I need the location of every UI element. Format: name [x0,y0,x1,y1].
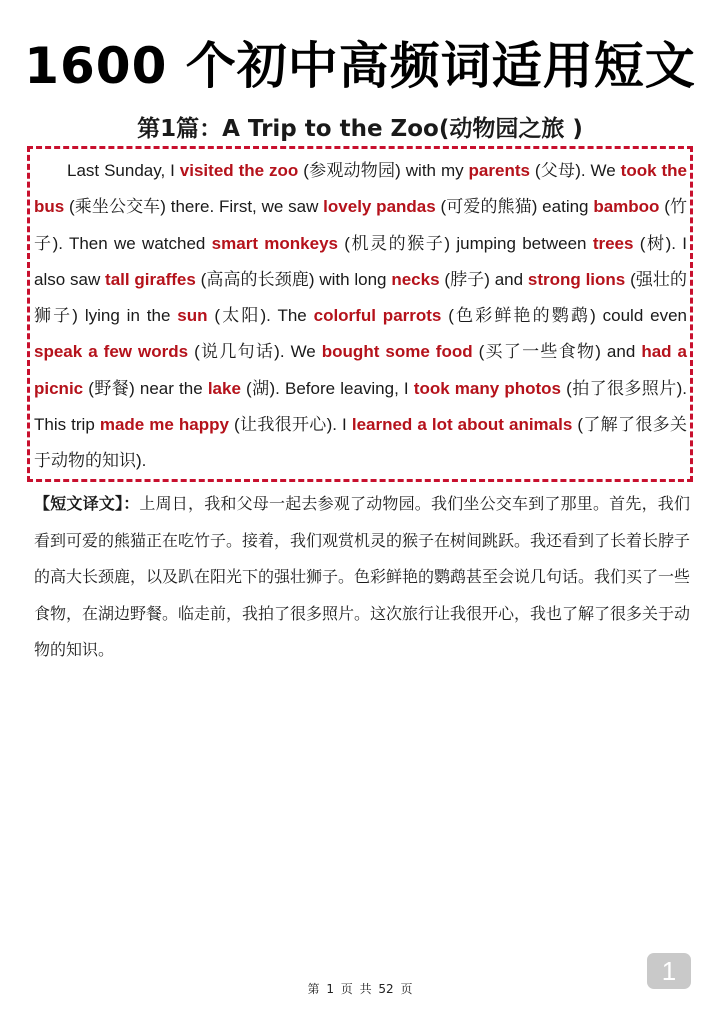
highlighted-phrase: smart monkeys [211,233,338,253]
page-footer: 第 1 页 共 52 页 [307,982,413,996]
highlighted-phrase: lovely pandas [323,197,436,217]
highlighted-phrase: trees [592,233,634,253]
passage-segment: (湖). Before leaving, I [240,378,414,398]
highlighted-phrase: bought some food [321,342,473,362]
highlighted-phrase: visited the zoo [179,161,299,180]
highlighted-phrase: sun [177,306,208,326]
highlighted-phrase: parents [468,161,530,180]
passage-segment: (可爱的熊猫) eating [435,197,594,217]
passage-segment: (野餐) near the [83,378,208,398]
page-number-badge: 1 [647,953,691,989]
passage-segment: (乘坐公交车) there. First, we saw [64,197,324,217]
passage-segment: (父母). We [529,161,621,180]
highlighted-phrase: bamboo [593,197,660,217]
highlighted-phrase: took many photos [413,378,561,398]
passage-text [30,149,690,480]
passage-segment: (色彩鲜艳的鹦鹉) could even [441,306,688,326]
highlighted-phrase: learned a lot about animals [351,415,573,435]
passage-segment: Last Sunday, I [67,161,180,180]
passage-segment: (机灵的猴子) jumping between [337,233,593,253]
passage-title: 第1篇：A Trip to the Zoo(动物园之旅 ) [137,116,583,142]
highlighted-phrase: lake [207,378,241,398]
passage-segment: (竹子). Then we watched [34,197,688,253]
highlighted-phrase: necks [391,269,440,289]
translation-text: 上周日，我和父母一起去参观了动物园。我们坐公交车到了那里。首先，我们看到可爱的熊猫正在吃竹子。接着，我们观赏机灵的猴子在树间跳跃。我还看到了长着长脖子的高大长颈鹿，以及趴在阳光下的强壮狮子。色彩鲜艳的鹦鹉甚至会说几句话。我们买了一些食物，在湖边野餐。临走前，我拍了很多照片。这次旅行让我很开心，我也了解了很多关于动物的知识。 [34,494,691,659]
passage-segment: (了解了很多关于动物的知识). [34,415,687,471]
passage-segment: (脖子) and [439,269,528,289]
highlighted-phrase: strong lions [527,269,626,289]
translation-paragraph [34,486,690,669]
passage-segment: (参观动物园) with my [298,161,469,180]
passage-segment: (说几句话). We [188,342,322,362]
document-title: 1600 个初中高频词适用短文 [24,37,696,95]
highlighted-phrase: speak a few words [34,342,189,362]
passage-segment: (高高的长颈鹿) with long [195,269,392,289]
highlighted-phrase: had a picnic [34,342,687,398]
passage-segment: (太阳). The [207,306,314,326]
passage-segment: (让我很开心). I [228,415,352,435]
passage-box [27,146,693,482]
highlighted-phrase: took the bus [34,161,687,217]
translation-label: 【短文译文】： [34,494,140,513]
highlighted-phrase: colorful parrots [313,306,442,326]
passage-segment: (买了一些食物) and [472,342,642,362]
passage-segment: (强壮的狮子) lying in the [34,269,687,326]
highlighted-phrase: tall giraffes [105,269,196,289]
passage-segment: (拍了很多照片). This trip [34,378,687,435]
highlighted-phrase: made me happy [99,415,229,435]
passage-segment: (树). I also saw [34,233,687,289]
